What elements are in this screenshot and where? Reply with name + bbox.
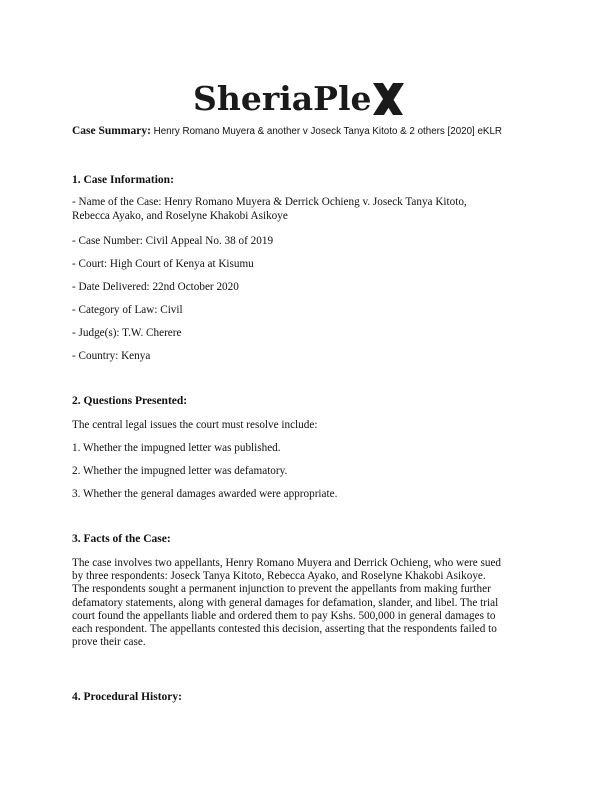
question-item: 1. Whether the impugned letter was published. — [72, 442, 281, 454]
category-item: - Category of Law: Civil — [72, 304, 183, 316]
question-item: 3. Whether the general damages awarded were appropriate. — [72, 488, 338, 500]
facts-line: prove their case. — [72, 636, 146, 649]
section-heading: 3. Facts of the Case: — [72, 533, 171, 545]
case-summary-value: Henry Romano Muyera & another v Joseck Tanya Kitoto & 2 others [2020] eKLR — [153, 126, 502, 137]
section-case-information — [72, 174, 542, 188]
section-procedural-history — [72, 691, 542, 705]
logo-text: SheriaPle — [193, 78, 372, 118]
court-item: - Court: High Court of Kenya at Kisumu — [72, 258, 254, 270]
judges-item: - Judge(s): T.W. Cherere — [72, 327, 182, 339]
facts-paragraph — [72, 557, 542, 649]
case-name-line-1: - Name of the Case: Henry Romano Muyera & Derrick Ochieng v. Joseck Tanya Kitoto, — [72, 196, 467, 208]
facts-line: defamatory statements, along with general damages for defamation, slander, and libel. The trial — [72, 596, 499, 609]
case-name-line-2: Rebecca Ayako, and Roselyne Khakobi Asikoye — [72, 209, 288, 222]
question-item: 2. Whether the impugned letter was defamatory. — [72, 465, 288, 477]
country-item: - Country: Kenya — [72, 350, 151, 362]
date-delivered-item: - Date Delivered: 22nd October 2020 — [72, 281, 239, 293]
case-summary-line — [72, 125, 502, 137]
section-heading: 1. Case Information: — [72, 174, 174, 186]
section-heading: 2. Questions Presented: — [72, 395, 188, 407]
questions-intro: The central legal issues the court must resolve include: — [72, 419, 318, 431]
section-facts — [72, 533, 542, 547]
facts-line: The case involves two appellants, Henry Romano Muyera and Derrick Ochieng, who were sued — [72, 557, 502, 569]
facts-line: The respondents sought a permanent injunction to prevent the appellants from making further — [72, 583, 491, 596]
sheriaplex-logo — [193, 74, 405, 122]
facts-line: court found the appellants liable and ordered them to pay Kshs. 500,000 in general damages to — [72, 609, 496, 622]
x-logo-icon — [371, 81, 405, 117]
section-questions-presented — [72, 395, 542, 409]
section-heading: 4. Procedural History: — [72, 691, 182, 703]
facts-line: by three respondents: Joseck Tanya Kitoto, Rebecca Ayako, and Roselyne Khakobi Asikoye. — [72, 570, 486, 583]
case-number-item: - Case Number: Civil Appeal No. 38 of 2019 — [72, 235, 274, 247]
case-summary-label: Case Summary: — [72, 125, 151, 137]
facts-line: each respondent. The appellants contested this decision, asserting that the respondents failed to — [72, 623, 497, 636]
case-name-item — [72, 196, 542, 223]
